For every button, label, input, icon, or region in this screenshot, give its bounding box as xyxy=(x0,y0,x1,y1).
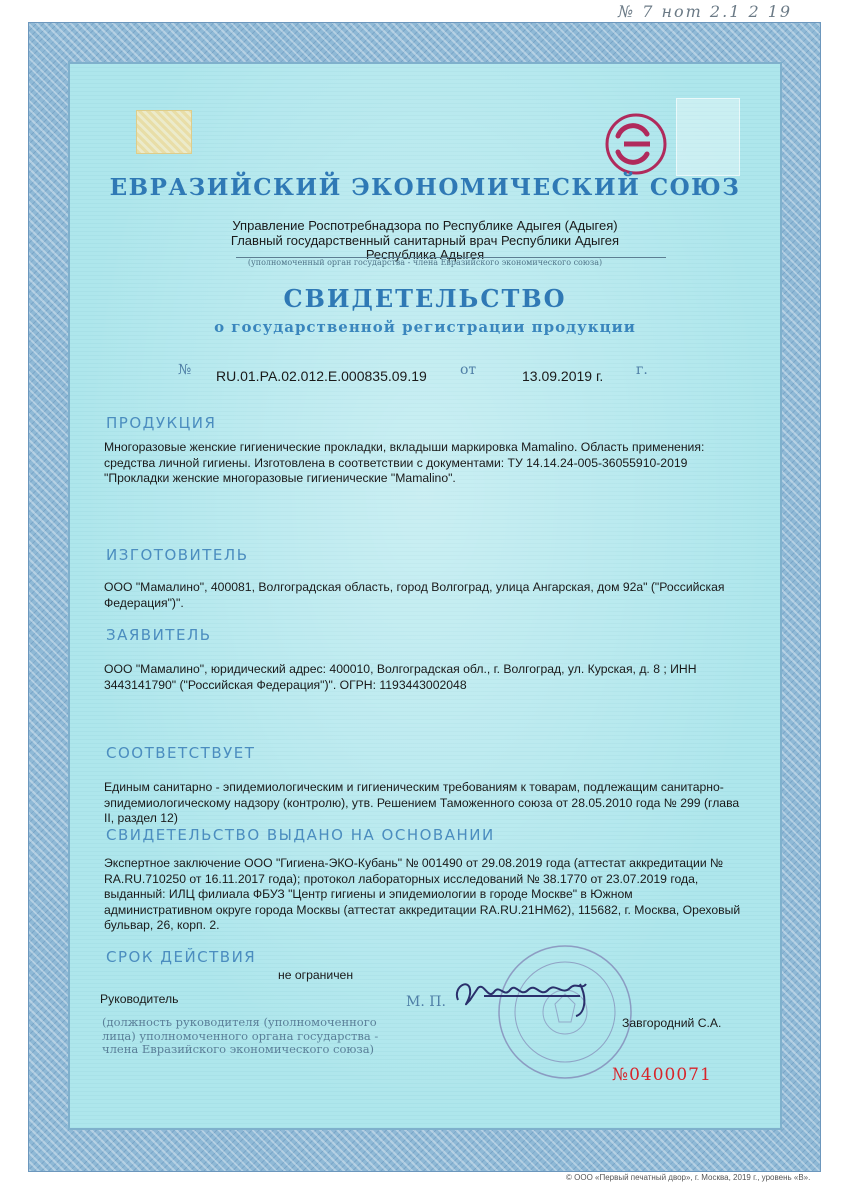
seal-place-label: М. П. xyxy=(406,994,446,1010)
product-heading: ПРОДУКЦИЯ xyxy=(106,414,217,432)
basis-text: Экспертное заключение ООО "Гигиена-ЭКО-Кубань" № 001490 от 29.08.2019 года (аттестат аккредитации № RA.RU.710250 от 16.11.2017 года); протокол лабораторных исследований № 38.1770 от 23.07.2019 года, выданный: ИЛЦ филиала ФБУЗ "Центр гигиены и эпидемиологии в городе Москве" в Южном административном округе города Москвы (аттестат аккредитации RA.RU.21НМ62), 115682, г. Москва, Ореховый бульвар, 26, корп. 2. xyxy=(104,856,741,932)
manufacturer-text: ООО "Мамалино", 400081, Волгоградская область, город Волгоград, улица Ангарская, дом 92а" ("Российская Федерация")". xyxy=(104,580,725,610)
number-label: № xyxy=(178,362,192,378)
year-suffix: г. xyxy=(636,362,648,378)
registration-date: 13.09.2019 г. xyxy=(522,368,604,384)
handwritten-note: № 7 нот 2.1 2 19 xyxy=(618,2,793,21)
validity-value: не ограничен xyxy=(278,968,354,982)
conforms-heading: СООТВЕТСТВУЕТ xyxy=(106,744,256,762)
conforms-text: Единым санитарно - эпидемиологическим и гигиеническим требованиям к товарам, подлежащим санитарно-эпидемиологическому надзору (контролю), утв. Решением Таможенного союза от 28.05.2010 года № 299 (глава II, раздел 12) xyxy=(104,780,740,825)
certificate-subtitle: о государственной регистрации продукции xyxy=(214,318,636,336)
date-label: от xyxy=(460,362,477,378)
authority-caption: (уполномоченный орган государства - члена Евразийского экономического союза) xyxy=(247,258,603,267)
authority-line-2: Главный государственный санитарный врач Республики Адыгея xyxy=(230,233,620,248)
manufacturer-heading: ИЗГОТОВИТЕЛЬ xyxy=(106,546,249,564)
signatory-caption: (должность руководителя (уполномоченного лица) уполномоченного органа государства - члена Евразийского экономического союза) xyxy=(102,1015,379,1056)
security-corner-mark xyxy=(676,98,740,176)
printer-note: © ООО «Первый печатный двор», г. Москва, 2019 г., уровень «В». xyxy=(566,1173,811,1182)
validity-heading: СРОК ДЕЙСТВИЯ xyxy=(106,948,257,966)
signatory-name: Завгородний С.А. xyxy=(622,1016,722,1030)
union-title: ЕВРАЗИЙСКИЙ ЭКОНОМИЧЕСКИЙ СОЮЗ xyxy=(109,174,741,201)
certificate-title: СВИДЕТЕЛЬСТВО xyxy=(283,284,567,313)
signature-icon xyxy=(448,970,608,1020)
product-text: Многоразовые женские гигиенические прокладки, вкладыши маркировка Mamalino. Область применения: средства личной гигиены. Изготовлена в соответствии с документами: ТУ 14.14.24-005-36055910-2019 "Прокладки женские многоразовые гигиенические "Mamalino". xyxy=(104,440,705,485)
applicant-text: ООО "Мамалино", юридический адрес: 400010, Волгоградская обл., г. Волгоград, ул. Курская, д. 8 ; ИНН 3443141790" ("Российская Федерация")". ОГРН: 1193443002048 xyxy=(104,662,697,692)
hologram-sticker xyxy=(136,110,192,154)
registration-number: RU.01.РА.02.012.Е.000835.09.19 xyxy=(216,368,427,384)
authority-line-1: Управление Роспотребнадзора по Республике Адыгея (Адыгея) xyxy=(232,218,618,233)
authority-line-3: Республика Адыгея xyxy=(365,247,485,262)
applicant-heading: ЗАЯВИТЕЛЬ xyxy=(106,626,212,644)
head-role-label: Руководитель xyxy=(100,992,179,1006)
eaeu-logo-icon xyxy=(596,112,676,176)
basis-heading: СВИДЕТЕЛЬСТВО ВЫДАНО НА ОСНОВАНИИ xyxy=(106,826,495,844)
form-serial-number: №0400071 xyxy=(612,1065,712,1085)
